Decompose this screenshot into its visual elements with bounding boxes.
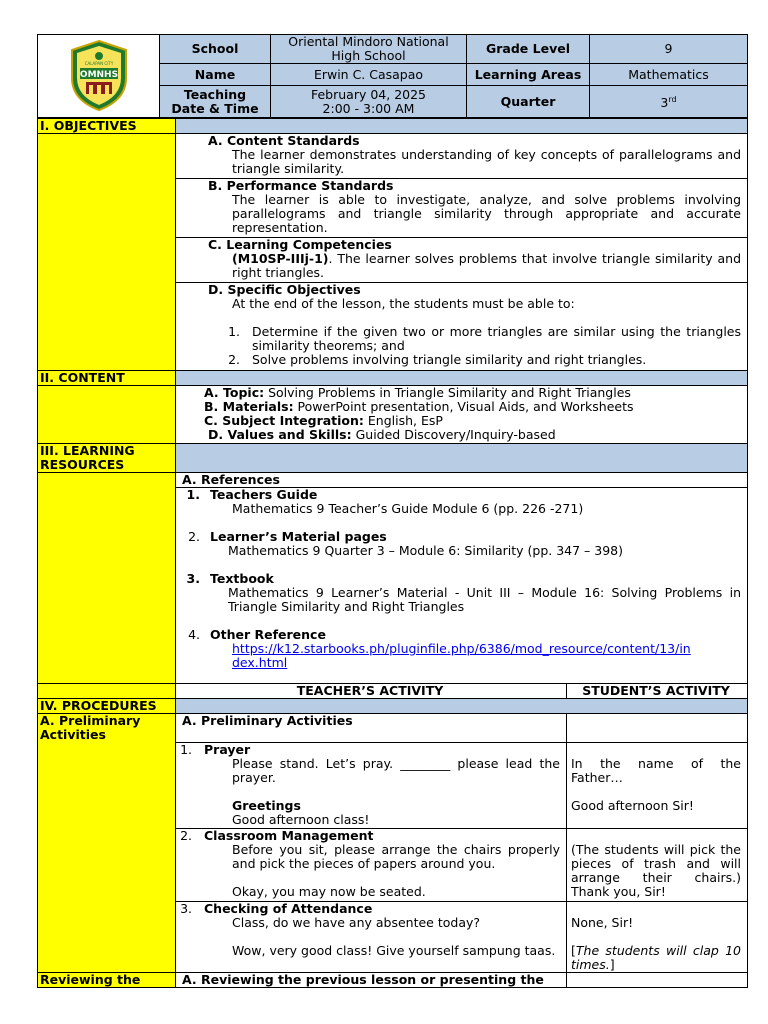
- objective-item-1: 1. Determine if the given two or more triangles are similar using the triangles similarity theorems; and: [228, 324, 741, 353]
- procedures-header-side: [38, 684, 176, 699]
- greetings-student-text: Good afternoon Sir!: [571, 798, 694, 813]
- areas-label: Learning Areas: [467, 64, 590, 86]
- content-side-cell: [38, 386, 176, 444]
- performance-standards-text: The learner is able to investigate, analyze, and solve problems involving parallelograms and triangle similarity through appropriate and accurate representation.: [232, 192, 741, 235]
- classroom-mgmt-student-text: (The students will pick the pieces of trash and will arrange their chairs.) Thank you, Sir!: [571, 842, 741, 899]
- prayer-student-text: In the name of the Father…: [571, 756, 741, 785]
- teaching-label: [160, 86, 271, 118]
- topic-line: A. Topic: Solving Problems in Triangle Similarity and Right Triangles: [204, 385, 631, 400]
- name-label: Name: [160, 64, 271, 86]
- section-resources-bar: [176, 444, 748, 473]
- attendance-cell: 3. Checking of Attendance Class, do we have any absentee today? Wow, very good class! Give yourself sampung taas.: [176, 902, 567, 973]
- section-procedures: IV. PROCEDURES: [38, 699, 176, 714]
- review-title: A. Reviewing the previous lesson or presenting the: [176, 973, 567, 988]
- classroom-mgmt-student-cell: [567, 829, 748, 902]
- reference-3-text: Mathematics 9 Learner’s Material - Unit III – Module 16: Solving Problems in Triangle Similarity and Right Triangles: [228, 585, 741, 614]
- objectives-side-cell: [38, 134, 176, 371]
- teaching-label-line2: Date & Time: [171, 100, 259, 116]
- values-line: D. Values and Skills: Guided Discovery/Inquiry-based: [208, 427, 556, 442]
- prayer-cell: 1. Prayer Please stand. Let’s pray. ________ please lead the prayer. Greetings Good afternoon class!: [176, 743, 567, 829]
- time-value: 2:00 - 3:00 AM: [322, 100, 415, 116]
- quarter-suffix: rd: [668, 94, 677, 104]
- references-cell: [176, 488, 748, 684]
- reference-4: 4. Other Reference: [188, 627, 326, 642]
- attendance-student-text-1: None, Sir!: [571, 915, 634, 930]
- school-value: Oriental Mindoro National High School: [271, 35, 467, 64]
- school-label: School: [160, 35, 271, 64]
- classroom-mgmt-title: Classroom Management: [204, 828, 374, 843]
- materials-line: B. Materials: PowerPoint presentation, Visual Aids, and Worksheets: [204, 399, 634, 414]
- reference-1-text: Mathematics 9 Teacher’s Guide Module 6 (pp. 226 -271): [232, 501, 584, 516]
- prelim-title: A. Preliminary Activities: [176, 714, 567, 743]
- specific-objectives-intro: At the end of the lesson, the students must be able to:: [232, 296, 575, 311]
- content-standards-title: A. Content Standards: [208, 133, 360, 148]
- teacher-activity-header: TEACHER’S ACTIVITY: [176, 684, 567, 699]
- classroom-mgmt-text-2: Okay, you may now be seated.: [232, 884, 426, 899]
- competency-code: (M10SP-IIIj-1): [232, 251, 329, 266]
- subject-line: C. Subject Integration: English, EsP: [204, 413, 443, 428]
- greetings-text: Good afternoon class!: [232, 812, 370, 827]
- competencies-text-wrap: [180, 252, 741, 280]
- quarter-number: 3: [660, 95, 669, 111]
- prayer-title: Prayer: [204, 742, 251, 757]
- school-logo-icon: [68, 38, 130, 112]
- content-cell: [176, 386, 748, 444]
- classroom-mgmt-text-1: Before you sit, please arrange the chairs properly and pick the pieces of papers around you.: [232, 842, 560, 871]
- quarter-value: [590, 86, 748, 118]
- svg-text:OMNHS: OMNHS: [79, 69, 118, 80]
- main-table: [37, 118, 748, 988]
- content-standards-cell: [176, 134, 748, 179]
- prelim-student-cell: [567, 714, 748, 743]
- competencies-title: C. Learning Competencies: [208, 237, 392, 252]
- review-side-cell: Reviewing the: [38, 973, 176, 988]
- resources-side-cell: [38, 473, 176, 684]
- performance-standards-cell: [176, 179, 748, 238]
- quarter-label: Quarter: [467, 86, 590, 118]
- section-resources: III. LEARNING RESOURCES: [38, 444, 176, 473]
- reference-3: 3. Textbook: [186, 571, 274, 586]
- reference-1: 1. Teachers Guide: [186, 487, 318, 502]
- competencies-cell: [176, 238, 748, 283]
- objective-item-2: 2. Solve problems involving triangle similarity and right triangles.: [228, 352, 647, 367]
- name-value: Erwin C. Casapao: [271, 64, 467, 86]
- references-title: A. References: [176, 473, 748, 488]
- section-objectives: I. OBJECTIVES: [38, 119, 176, 134]
- lesson-plan-document: [37, 34, 747, 988]
- reference-2-text: Mathematics 9 Quarter 3 – Module 6: Similarity (pp. 347 – 398): [228, 543, 623, 558]
- grade-value: 9: [590, 35, 748, 64]
- attendance-title: Checking of Attendance: [204, 901, 373, 916]
- attendance-text-1: Class, do we have any absentee today?: [232, 915, 481, 930]
- reference-2: 2. Learner’s Material pages: [188, 529, 387, 544]
- date-value: February 04, 2025: [310, 86, 427, 102]
- specific-objectives-title: D. Specific Objectives: [208, 282, 361, 297]
- specific-objectives-cell: [176, 283, 748, 371]
- school-logo-cell: [38, 35, 160, 118]
- content-standards-text: The learner demonstrates understanding of key concepts of parallelograms and triangle similarity.: [232, 147, 741, 176]
- reference-4-link[interactable]: https://k12.starbooks.ph/pluginfile.php/6386/mod_resource/content/13/index.html: [232, 641, 691, 670]
- review-student-cell: [567, 973, 748, 988]
- greetings-title: Greetings: [232, 798, 301, 813]
- date-time-value: [271, 86, 467, 118]
- section-objectives-bar: [176, 119, 748, 134]
- attendance-student-text-2: [The students will clap 10 times.]: [571, 943, 741, 972]
- attendance-text-2: Wow, very good class! Give yourself sampung taas.: [232, 943, 556, 958]
- attendance-student-cell: [567, 902, 748, 973]
- prayer-student-cell: [567, 743, 748, 829]
- teaching-label-line1: Teaching: [183, 86, 247, 102]
- prayer-text: Please stand. Let’s pray. ________ please lead the prayer.: [232, 756, 560, 785]
- section-procedures-bar: [176, 699, 748, 714]
- section-content: II. CONTENT: [38, 371, 176, 386]
- competencies-text: . The learner solves problems that involve triangle similarity and right triangles.: [232, 251, 741, 280]
- student-activity-header: STUDENT’S ACTIVITY: [567, 684, 748, 699]
- section-content-bar: [176, 371, 748, 386]
- prelim-side-cell: A. Preliminary Activities: [38, 714, 176, 973]
- areas-value: Mathematics: [590, 64, 748, 86]
- grade-label: Grade Level: [467, 35, 590, 64]
- header-table: [37, 34, 748, 118]
- classroom-mgmt-cell: 2. Classroom Management Before you sit, please arrange the chairs properly and pick the pieces of papers around you. Okay, you may now be seated.: [176, 829, 567, 902]
- svg-text:CALAPAN CITY: CALAPAN CITY: [84, 60, 113, 66]
- performance-standards-title: B. Performance Standards: [208, 178, 394, 193]
